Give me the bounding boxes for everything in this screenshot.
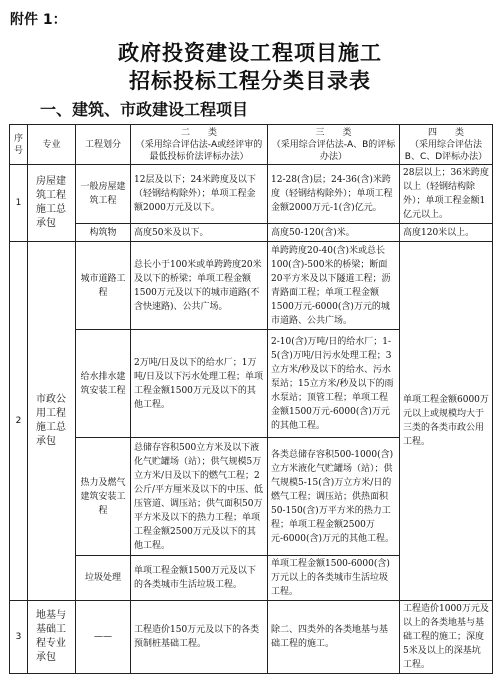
row2-class4: 单项工程金额6000万元以上或规模均大于三类的各类市政公用工程。: [400, 242, 493, 601]
row2-sub3-class2: 总储存容积500立方米及以下液化气贮罐场（站）；供气规模5万立方米/日及以下的燃气工程；2公斤/平方厘米及以下的中压、低压管道、调压站；供气面积50万平方米及以下的热力工程；单项工程金额2500万元及以下的其他工程。: [131, 438, 268, 556]
row1-sub1-class3: 12-28(含)层；24-36(含)米跨度（轻钢结构除外）；单项工程金额2000万元-1(含)亿元。: [268, 165, 400, 224]
row2-sub1-division: 城市道路工程: [76, 242, 131, 330]
table-row: [10, 165, 493, 224]
row1-sub2-class3: 高度50-120(含)米。: [268, 224, 400, 242]
header-major: 专业: [28, 125, 76, 165]
row2-sub3-division: 热力及燃气建筑安装工程: [76, 438, 131, 556]
row2-sub4-class2: 单项工程金额1500万元及以下的各类城市生活垃圾工程。: [131, 556, 268, 601]
header-class2-desc: （采用综合评估法-A或经评审的最低投标价法评标办法）: [135, 139, 263, 162]
row3-seq: 3: [10, 601, 28, 674]
row1-sub1-class4: 28层以上；36米跨度以上（轻钢结构除外）；单项工程金额1亿元以上。: [400, 165, 493, 224]
row2-sub2-class3: 2-10(含)万吨/日的给水厂；1-5(含)万吨/日污水处理工程；3立方米/秒及以下的给水、污水泵站；15立方米/秒及以下的雨水泵站；顶管工程；单项工程金额1500万元-6000(含)万元的其他工程。: [268, 330, 400, 438]
header-class3-title: 三 类: [315, 127, 352, 138]
row1-major: 房屋建筑工程施工总承包: [28, 165, 76, 242]
row2-sub2-class2: 2万吨/日及以下的给水厂；1万吨/日及以下污水处理工程；单项工程金额1500万元及以下的其他工程。: [131, 330, 268, 438]
table-row: [10, 242, 493, 330]
row3-class3: 除二、四类外的各类地基与基础工程的施工。: [268, 601, 400, 674]
section-heading: 一、建筑、市政建设工程项目: [40, 100, 249, 119]
row3-class4: 工程造价1000万元及以上的各类地基与基础工程的施工；深度5米及以上的深基坑工程。: [400, 601, 493, 674]
row3-division: ——: [76, 601, 131, 674]
row2-sub1-class3: 单跨跨度20-40(含)米或总长100(含)-500米的桥梁；断面20平方米及以下隧道工程；沥青路面工程；单项工程金额1500万元-6000(含)万元的城市道路、公共广场。: [268, 242, 400, 330]
header-class3-desc: （采用综合评估法-A、B的评标办法）: [271, 139, 396, 162]
row1-sub2-class4: 高度120米以上。: [400, 224, 493, 242]
header-division: 工程划分: [76, 125, 131, 165]
row3-class2: 工程造价150万元及以下的各类预制桩基础工程。: [131, 601, 268, 674]
table-header-row: [10, 125, 493, 165]
row1-seq: 1: [10, 165, 28, 242]
classification-table: [9, 124, 493, 674]
row2-sub4-class3: 单项工程金额1500-6000(含)万元以上的各类城市生活垃圾工程。: [268, 556, 400, 601]
row2-sub4-division: 垃圾处理: [76, 556, 131, 601]
header-class4-desc: （采用综合评估法B、C、D评标办法）: [404, 139, 488, 162]
row1-sub2-class2: 高度50米及以下。: [131, 224, 268, 242]
row1-sub2-division: 构筑物: [76, 224, 131, 242]
row2-sub3-class3: 各类总储存容积500-1000(含)立方米液化气贮罐场（站）；供气规模5-15(含)万立方米/日的燃气工程；调压站；供热面积50-150(含)万平方米的热力工程；单项工程金额2500万元-6000(含)万元的其他工程。: [268, 438, 400, 556]
header-class2-title: 二 类: [180, 127, 217, 138]
header-class4-title: 四 类: [427, 127, 464, 138]
row2-seq: 2: [10, 242, 28, 601]
row2-sub1-class2: 总长小于100米或单跨跨度20米及以下的桥梁；单项工程金额1500万元及以下的城市道路(不含快速路)、公共广场。: [131, 242, 268, 330]
header-class4: [400, 125, 493, 165]
page-title-line1: 政府投资建设工程项目施工: [118, 41, 382, 65]
page-title-line2: 招标投标工程分类目录表: [129, 69, 371, 93]
row2-sub2-division: 给水排水建筑安装工程: [76, 330, 131, 438]
attachment-label: 附件 1：: [10, 12, 67, 28]
table-row: [10, 224, 493, 242]
row2-major: 市政公用工程施工总承包: [28, 242, 76, 601]
header-class3: [268, 125, 400, 165]
row3-major: 地基与基础工程专业承包: [28, 601, 76, 674]
header-class2: [131, 125, 268, 165]
row1-sub1-class2: 12层及以下；24米跨度及以下（轻钢结构除外）；单项工程金额2000万元及以下。: [131, 165, 268, 224]
header-seq: 序号: [10, 125, 28, 165]
row1-sub1-division: 一般房屋建筑工程: [76, 165, 131, 224]
